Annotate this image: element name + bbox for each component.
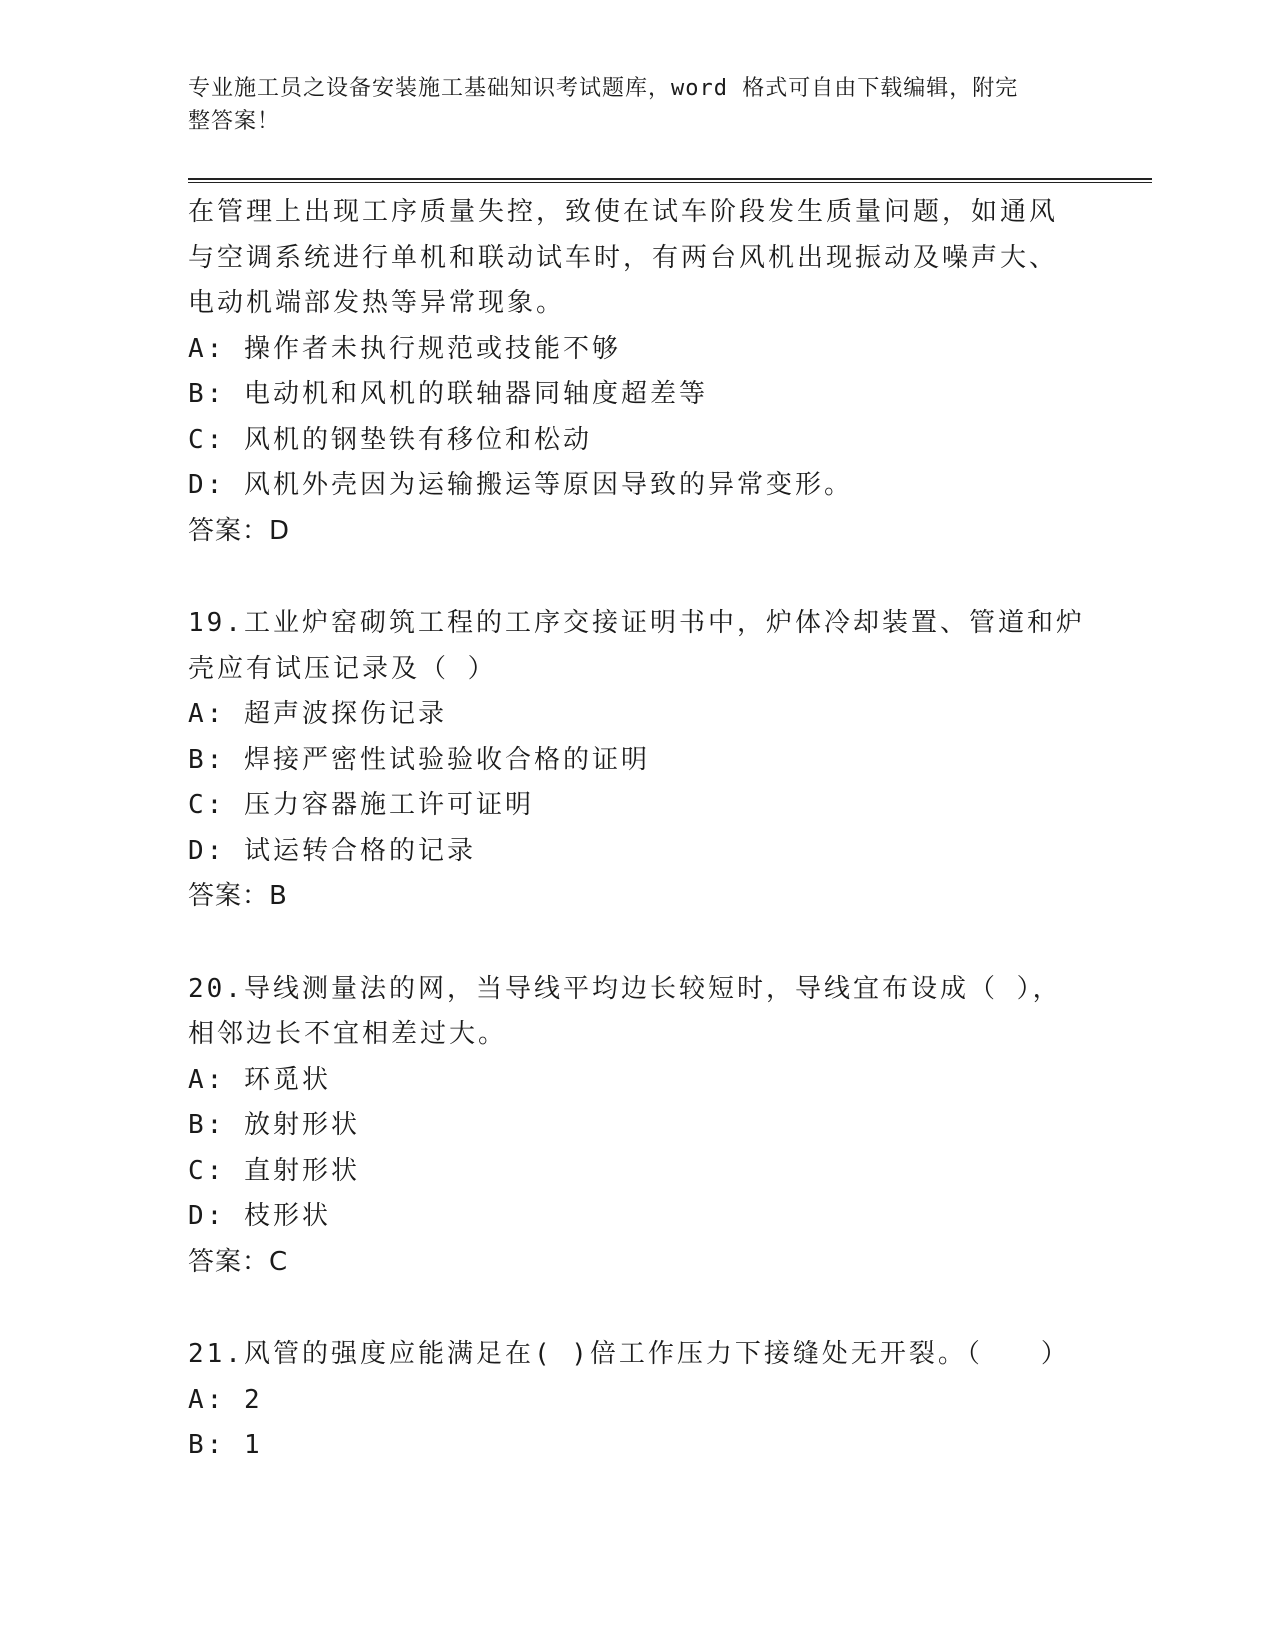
option-c: C: 直射形状	[188, 1155, 360, 1186]
question-block-20	[188, 967, 1088, 1286]
answer-line: 答案：B	[188, 881, 288, 911]
question-list	[188, 190, 1088, 1469]
question-stem-line: 相邻边长不宜相差过大。	[188, 1019, 508, 1049]
option-b: B: 放射形状	[188, 1110, 360, 1140]
option-d: D: 试运转合格的记录	[188, 835, 476, 866]
question-stem-line: 20.导线测量法的网，当导线平均边长较短时，导线宜布设成（ ），	[188, 973, 1062, 1004]
header-divider	[188, 178, 1152, 183]
question-stem-line: 19.工业炉窑砌筑工程的工序交接证明书中，炉体冷却装置、管道和炉	[188, 608, 1085, 638]
option-b: B: 1	[188, 1430, 263, 1460]
question-block-19	[188, 601, 1088, 920]
option-a: A: 操作者未执行规范或技能不够	[188, 333, 621, 364]
option-c: C: 压力容器施工许可证明	[188, 790, 534, 820]
answer-line: 答案：D	[188, 515, 291, 546]
spacer	[188, 554, 1088, 601]
header-title-line-1: 专业施工员之设备安装施工基础知识考试题库，word 格式可自由下载编辑，附完	[188, 76, 1019, 101]
document-header	[188, 72, 1068, 138]
option-b: B: 焊接严密性试验验收合格的证明	[188, 744, 650, 775]
header-title-line-2: 整答案！	[188, 109, 281, 134]
question-stem-line: 与空调系统进行单机和联动试车时，有两台风机出现振动及噪声大、	[188, 242, 1059, 273]
option-a: A: 2	[188, 1384, 263, 1415]
question-stem-line: 电动机端部发热等异常现象。	[188, 288, 566, 318]
option-a: A: 超声波探伤记录	[188, 699, 447, 729]
option-d: D: 风机外壳因为运输搬运等原因导致的异常变形。	[188, 470, 853, 500]
question-block-21	[188, 1332, 1088, 1469]
question-stem-line: 壳应有试压记录及（ ）	[188, 653, 497, 684]
option-a: A: 环觅状	[188, 1064, 331, 1095]
spacer	[188, 920, 1088, 967]
question-block-18	[188, 190, 1088, 554]
question-stem-line: 21.风管的强度应能满足在( )倍工作压力下接缝处无开裂。（ ）	[188, 1339, 1070, 1369]
answer-line: 答案：C	[188, 1246, 289, 1277]
option-d: D: 枝形状	[188, 1201, 331, 1231]
option-b: B: 电动机和风机的联轴器同轴度超差等	[188, 379, 708, 409]
spacer	[188, 1285, 1088, 1332]
question-stem-line: 在管理上出现工序质量失控，致使在试车阶段发生质量问题，如通风	[188, 197, 1059, 227]
option-c: C: 风机的钢垫铁有移位和松动	[188, 424, 592, 455]
